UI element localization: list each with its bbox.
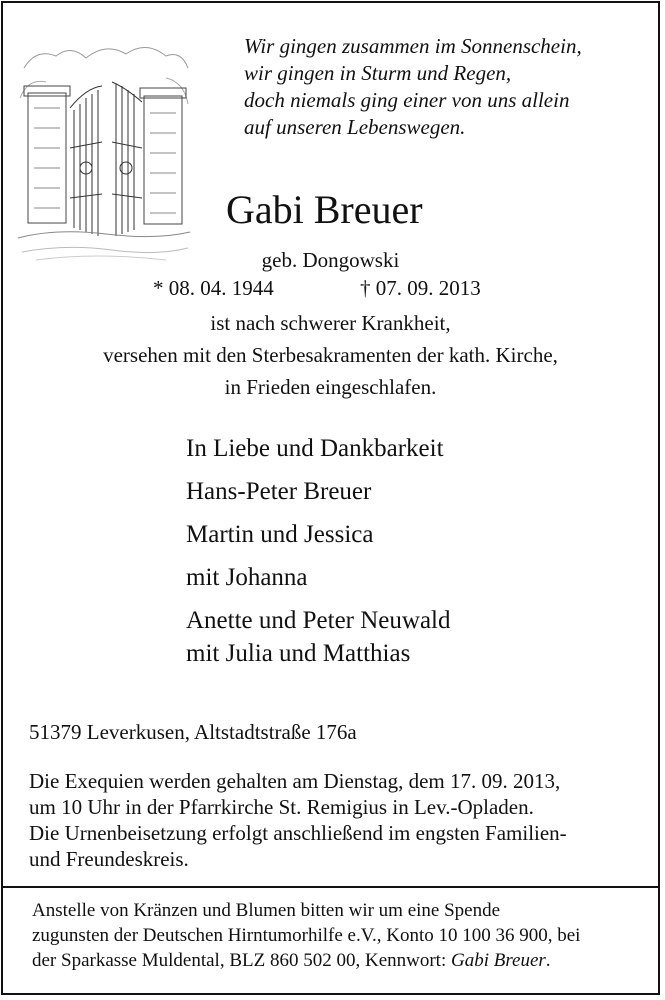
message-line: in Frieden eingeschlafen. bbox=[224, 375, 437, 399]
family-line: Hans-Peter Breuer bbox=[186, 478, 372, 505]
donation-line bbox=[32, 948, 580, 973]
garden-gate-illustration bbox=[16, 38, 192, 264]
exequien-block bbox=[29, 768, 567, 872]
death-date: † 07. 09. 2013 bbox=[360, 276, 481, 300]
family-line: mit Johanna bbox=[186, 564, 308, 591]
family-line: In Liebe und Dankbarkeit bbox=[186, 435, 444, 462]
donation-keyword: Gabi Breuer bbox=[450, 950, 546, 971]
family-line: Martin und Jessica bbox=[186, 521, 374, 548]
memorial-poem bbox=[244, 33, 654, 141]
family-line: Anette und Peter Neuwald bbox=[186, 607, 451, 634]
donation-line: zugunsten der Deutschen Hirntumorhilfe e.V., Konto 10 100 36 900, bei bbox=[32, 925, 581, 946]
exequien-line: und Freundeskreis. bbox=[29, 847, 189, 871]
exequien-line: Die Exequien werden gehalten am Dienstag, dem 17. 09. 2013, bbox=[29, 769, 561, 793]
birth-date: * 08. 04. 1944 bbox=[153, 276, 274, 300]
poem-line: Wir gingen zusammen im Sonnenschein, bbox=[244, 34, 582, 58]
exequien-line: Die Urnenbeisetzung erfolgt anschließend im engsten Familien- bbox=[29, 821, 567, 845]
donation-line-end: . bbox=[545, 950, 551, 971]
poem-line: doch niemals ging einer von uns allein bbox=[244, 88, 570, 112]
donation-block bbox=[32, 898, 580, 973]
deceased-name: Gabi Breuer bbox=[226, 187, 423, 232]
poem-line: wir gingen in Sturm und Regen, bbox=[244, 61, 512, 85]
family-block bbox=[186, 432, 451, 670]
family-line: mit Julia und Matthias bbox=[186, 640, 411, 667]
poem-line: auf unseren Lebenswegen. bbox=[244, 115, 466, 139]
message-line: ist nach schwerer Krankheit, bbox=[210, 311, 451, 335]
birth-name-text: geb. Dongowski bbox=[261, 248, 400, 272]
birth-name bbox=[0, 246, 661, 275]
donation-line: Anstelle von Kränzen und Blumen bitten wir um eine Spende bbox=[32, 900, 501, 921]
message-line: versehen mit den Sterbesakramenten der kath. Kirche, bbox=[103, 343, 558, 367]
donation-line-text: der Sparkasse Muldental, BLZ 860 502 00, Kennwort: bbox=[32, 950, 451, 971]
address: 51379 Leverkusen, Altstadtstraße 176a bbox=[29, 720, 357, 744]
exequien-line: um 10 Uhr in der Pfarrkirche St. Remigius in Lev.-Opladen. bbox=[29, 795, 534, 819]
divider bbox=[3, 886, 658, 888]
